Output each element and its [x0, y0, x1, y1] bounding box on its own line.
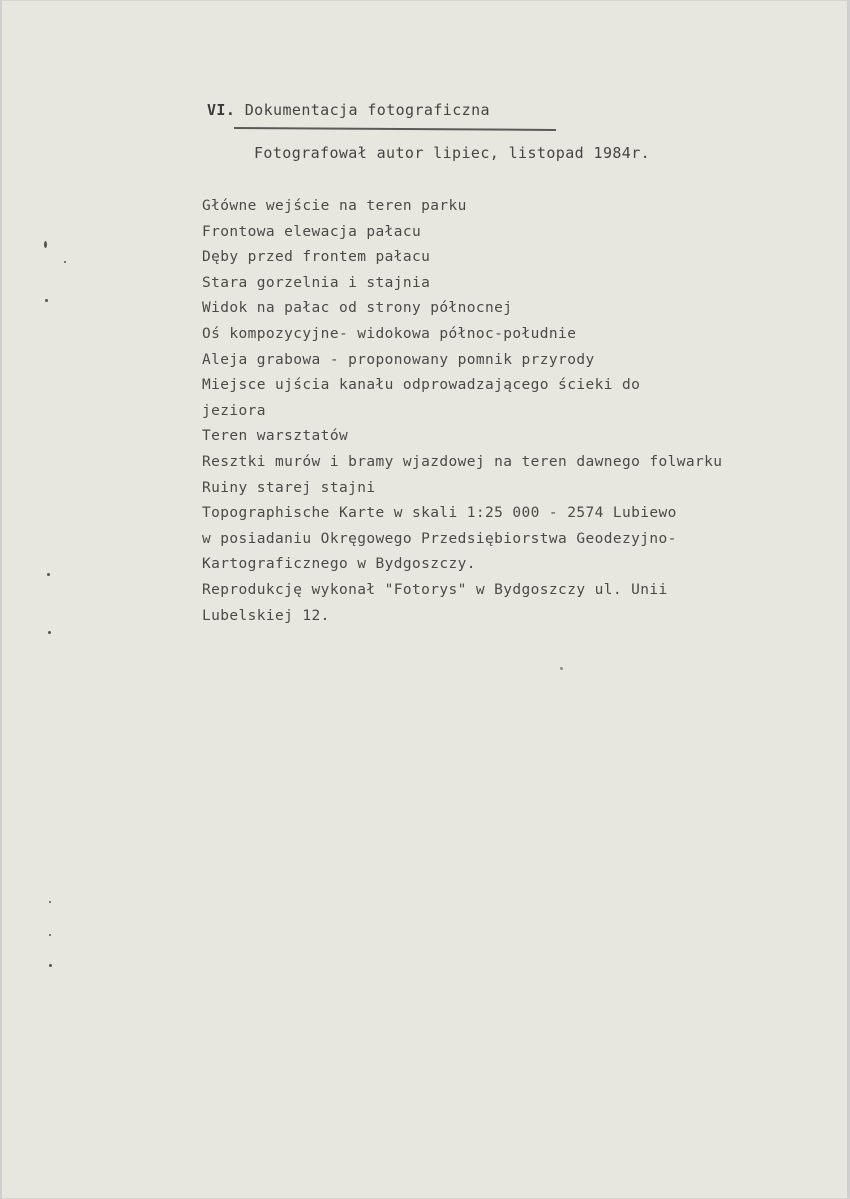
item-text: [202, 373, 722, 424]
item-text: Resztki murów i bramy wjazdowej na teren dawnego folwarku: [202, 453, 723, 470]
photographer-note: Fotografował autor lipiec, listopad 1984r.: [254, 144, 651, 162]
scan-speck: [45, 299, 48, 302]
section-title: Dokumentacja fotograficzna: [244, 101, 490, 119]
scan-speck: [47, 573, 50, 576]
item-text-line: Reprodukcję wykonał "Fotorys" w Bydgoszczy ul. Unii: [202, 581, 668, 598]
item-text: Oś kompozycyjne- widokowa północ-południe: [202, 325, 577, 342]
scan-speck: [49, 964, 52, 967]
item-text: Ruiny starej stajni: [202, 479, 376, 496]
scan-speck: [49, 901, 51, 903]
item-text: Teren warsztatów: [202, 428, 349, 445]
item-text: Aleja grabowa - proponowany pomnik przyrody: [202, 351, 595, 368]
section-heading: [207, 101, 490, 119]
scan-speck: [48, 631, 51, 634]
scan-speck: [49, 934, 51, 936]
scan-speck: [560, 667, 563, 670]
scan-speck: [44, 241, 47, 248]
item-text-line: Lubelskiej 12.: [202, 607, 330, 624]
item-text: Frontowa elewacja pałacu: [202, 223, 422, 240]
section-number: VI.: [207, 101, 236, 119]
heading-underline: [234, 127, 556, 131]
item-text: Dęby przed frontem pałacu: [202, 249, 431, 266]
item-text-line: Topographische Karte w skali 1:25 000 - 2574 Lubiewo: [202, 505, 677, 522]
scan-speck: [64, 261, 66, 263]
item-text-line: jeziora: [202, 402, 266, 419]
item-text: Widok na pałac od strony północnej: [202, 300, 513, 317]
item-text-line: Miejsce ujścia kanału odprowadzającego ścieki do: [202, 377, 641, 394]
item-text-line: w posiadaniu Okręgowego Przedsiębiorstwa Geodezyjno-: [202, 530, 677, 547]
item-text: Główne wejście na teren parku: [202, 198, 467, 214]
item-text-line: Kartograficznego w Bydgoszczy.: [202, 556, 476, 573]
item-text: Stara gorzelnia i stajnia: [202, 274, 431, 291]
item-text: [202, 501, 677, 629]
